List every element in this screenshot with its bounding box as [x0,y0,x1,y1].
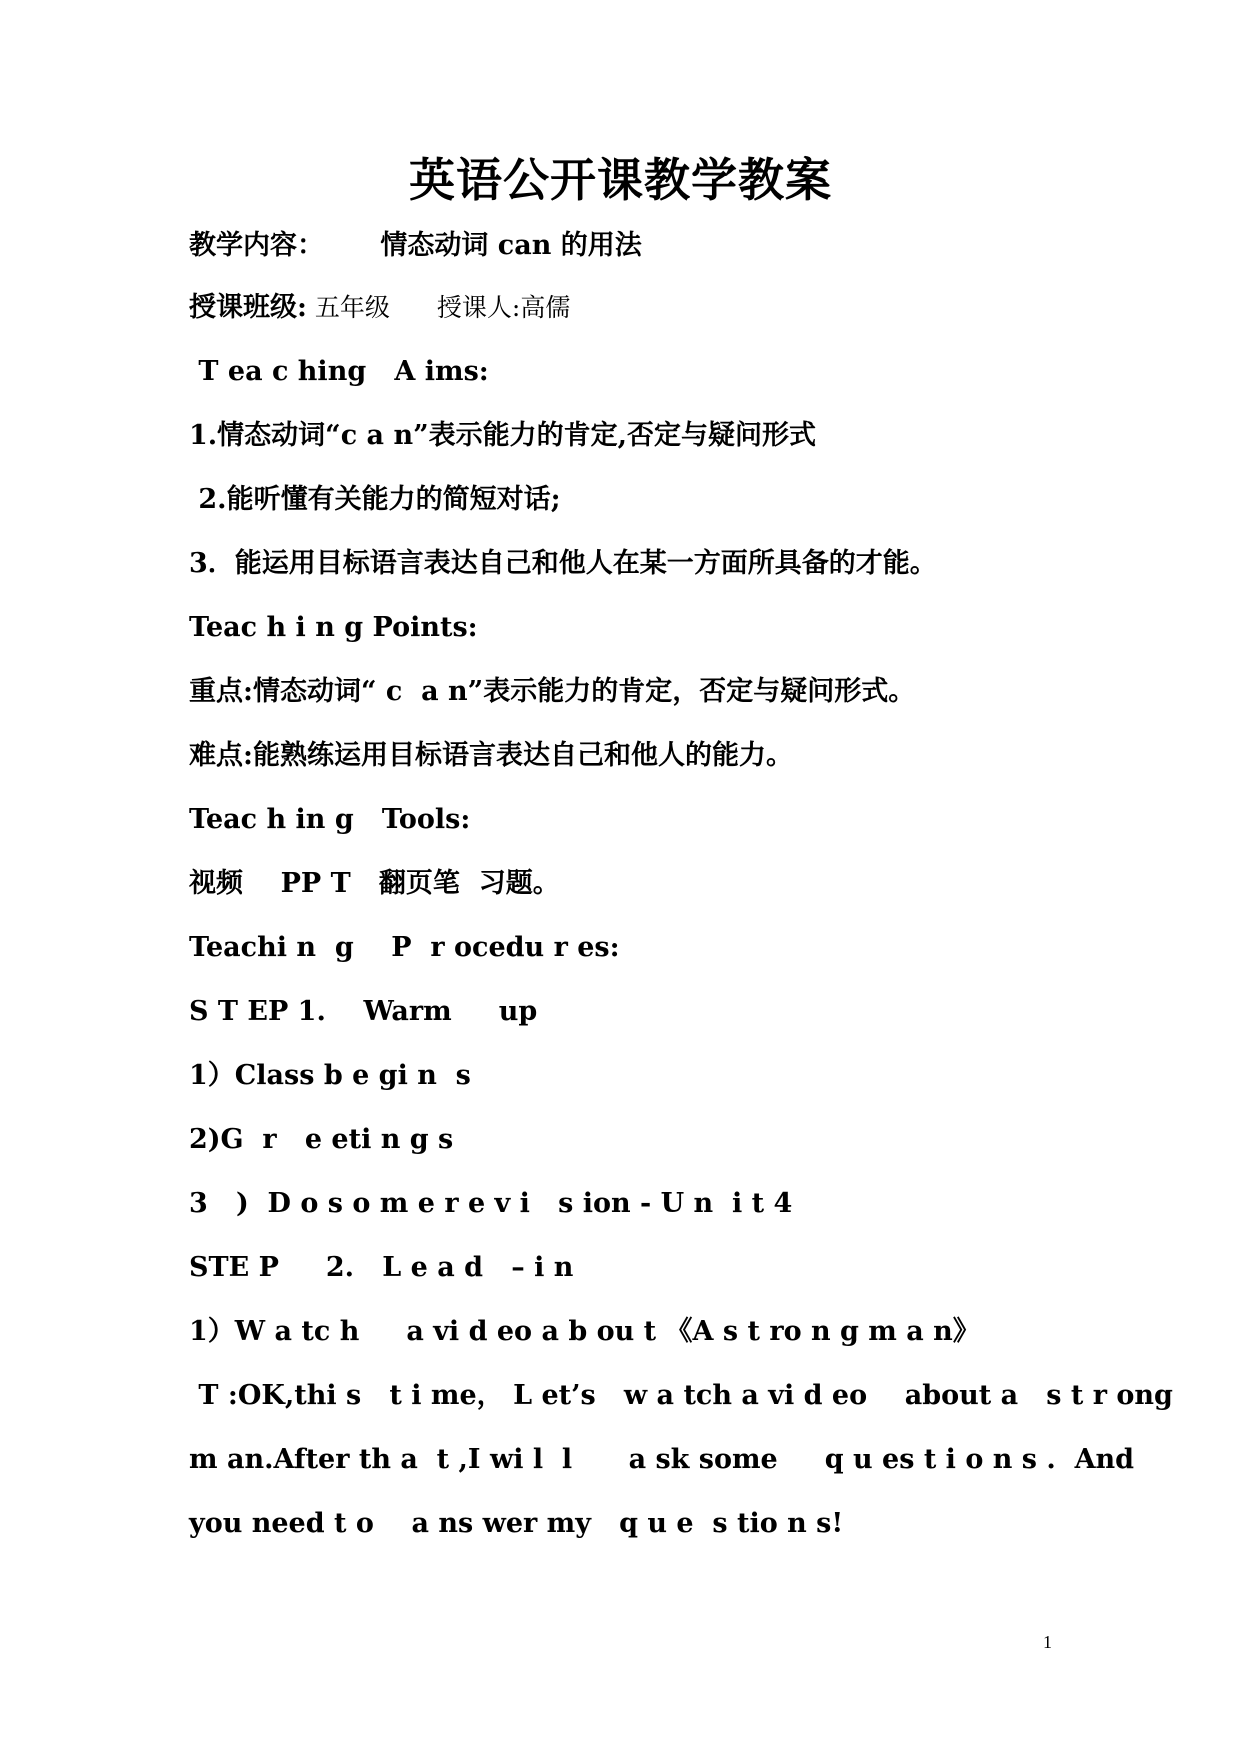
teaching-tools-list: 视频 PP T 翻页笔 习题。 [189,868,560,899]
dialogue-line-3: you need t o a ns wer my q u e s tio n s! [189,1508,844,1539]
teaching-procedures-heading: Teachi n g P r ocedu r es: [189,932,620,963]
class-value: 五年级 [306,293,390,322]
teaching-content-label: 教学内容： [189,230,324,261]
step-2-heading: STE P 2. L e a d – i n [189,1252,574,1283]
dialogue-line-2: m an.After th a t ,I wi l l a sk some q u es t i o n s . And [189,1444,1135,1475]
aim-2: 2.能听懂有关能力的简短对话; [189,484,561,515]
key-point: 重点:情态动词“ c a n”表示能力的肯定，否定与疑问形式。 [189,676,916,707]
class-info-line [189,290,570,326]
step-1-item-2: 2)G r e eti n g s [189,1124,454,1155]
dialogue-line-1: T :OK,thi s t i me， L et’s w a tch a vi d eo about a s t r ong [189,1380,1173,1411]
teaching-points-heading: Teac h i n g Points: [189,612,478,643]
teaching-aims-heading: T ea c hing A ims: [189,356,489,387]
aim-1: 1.情态动词“c a n”表示能力的肯定,否定与疑问形式 [189,420,817,451]
teaching-content-value: 情态动词 can 的用法 [380,230,642,261]
page-number: 1 [1043,1632,1052,1652]
teaching-tools-heading: Teac h in g Tools: [189,804,471,835]
step-1-item-3: 3 ) D o s o m e r e v i s ion - U n i t 4 [189,1188,793,1219]
document-title: 英语公开课教学教案 [409,153,832,207]
step-1-heading: S T EP 1. Warm up [189,996,538,1027]
teacher-label: 授课人: [436,293,521,322]
teacher-value: 高儒 [520,293,571,322]
teaching-content-line [189,228,642,264]
class-label: 授课班级: [189,292,307,323]
step-2-item-1: 1）W a tc h a vi d eo a b ou t 《A s t ro n g m a n》 [189,1316,980,1347]
difficult-point: 难点:能熟练运用目标语言表达自己和他人的能力。 [189,740,793,771]
aim-3: 3．能运用目标语言表达自己和他人在某一方面所具备的才能。 [189,548,937,579]
step-1-item-1: 1）Class b e gi n s [189,1060,471,1091]
